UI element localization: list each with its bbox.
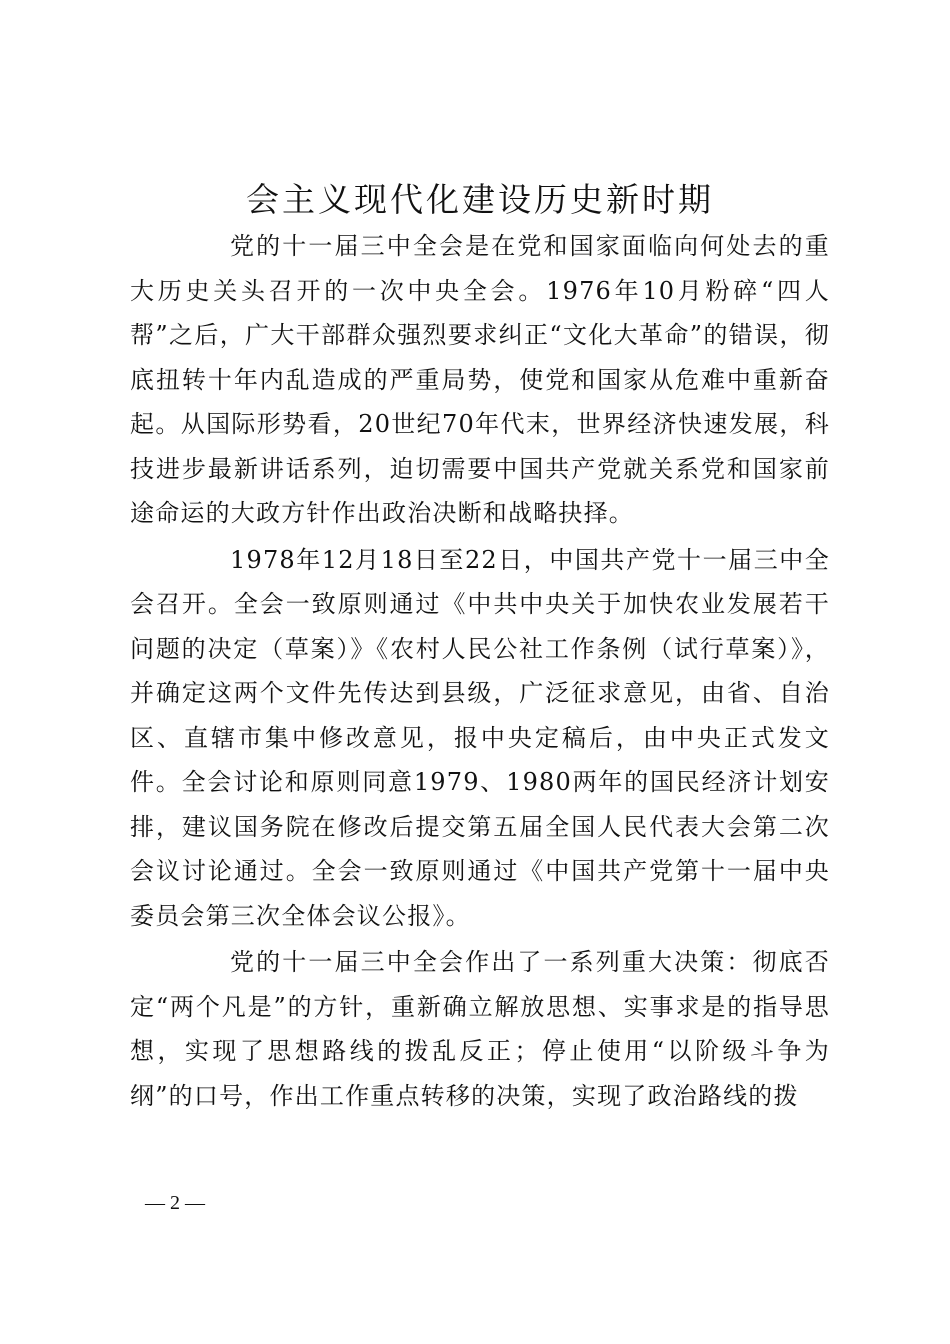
paragraph-1: 党的十一届三中全会是在党和国家面临向何处去的重大历史关头召开的一次中央全会。1976年10月粉碎“四人帮”之后，广大干部群众强烈要求纠正“文化大革命”的错误，彻底扭转十年内乱造成的严重局势，使党和国家从危难中重新奋起。从国际形势看，20世纪70年代末，世界经济快速发展，科技进步最新讲话系列，迫切需要中国共产党就关系党和国家前途命运的大政方针作出政治决断和战略抉择。 [130, 232, 830, 527]
page-number: — 2 — [145, 1192, 205, 1214]
paragraph-2: 1978年12月18日至22日，中国共产党十一届三中全会召开。全会一致原则通过《中共中央关于加快农业发展若干问题的决定（草案）》《农村人民公社工作条例（试行草案）》，并确定这两个文件先传达到县级，广泛征求意见，由省、自治区、直辖市集中修改意见，报中央定稿后，由中央正式发文件。全会讨论和原则同意1979、1980两年的国民经济计划安排，建议国务院在修改后提交第五届全国人民代表大会第二次会议讨论通过。全会一致原则通过《中国共产党第十一届中央委员会第三次全体会议公报》。 [130, 545, 830, 930]
document-body [130, 224, 830, 1118]
document-title: 会主义现代化建设历史新时期 [246, 180, 714, 219]
paragraph-3: 党的十一届三中全会作出了一系列重大决策：彻底否定“两个凡是”的方针，重新确立解放思想、实事求是的指导思想，实现了思想路线的拨乱反正；停止使用“以阶级斗争为纲”的口号，作出工作重点转移的决策，实现了政治路线的拨 [130, 948, 830, 1110]
